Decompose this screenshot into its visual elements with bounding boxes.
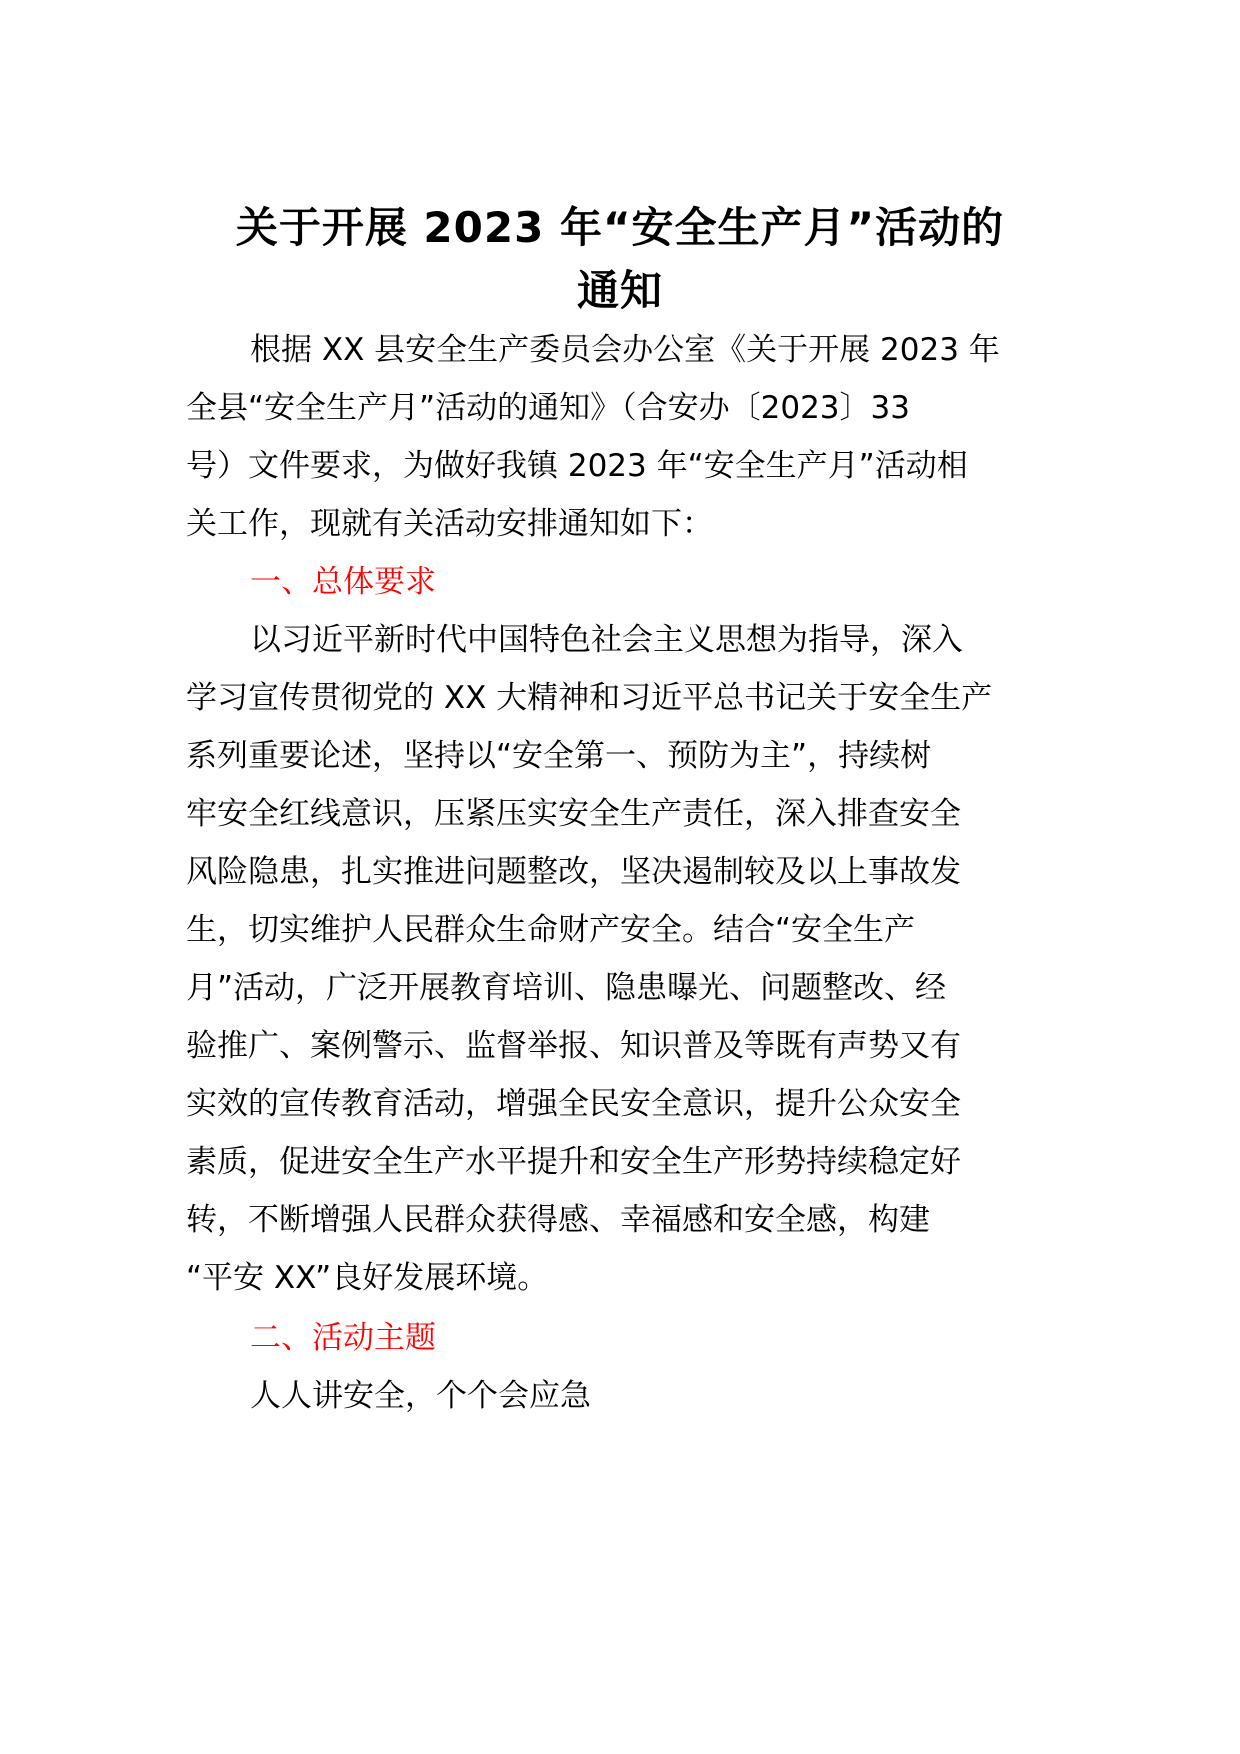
section1-line-5: 风险隐患，扎实推进问题整改，坚决遏制较及以上事故发 [186, 854, 961, 890]
section1-line-9: 实效的宣传教育活动，增强全民安全意识，提升公众安全 [186, 1086, 961, 1122]
section1-line-4: 牢安全红线意识，压紧压实安全生产责任，深入排查安全 [186, 796, 961, 832]
section1-line-6: 生，切实维护人民群众生命财产安全。结合“安全生产 [186, 912, 916, 948]
section1-line-10: 素质，促进安全生产水平提升和安全生产形势持续稳定好 [186, 1144, 961, 1180]
section-heading-activity-theme: 二、活动主题 [250, 1320, 436, 1356]
document-title-line-1: 关于开展 2023 年“安全生产月”活动的 [235, 203, 1005, 252]
section-heading-general-requirements: 一、总体要求 [250, 564, 436, 600]
section2-line-1: 人人讲安全，个个会应急 [250, 1378, 591, 1414]
section1-line-7: 月”活动，广泛开展教育培训、隐患曝光、问题整改、经 [186, 970, 947, 1006]
section1-line-8: 验推广、案例警示、监督举报、知识普及等既有声势又有 [186, 1028, 961, 1064]
section1-line-12: “平安 XX”良好发展环境。 [186, 1260, 549, 1296]
intro-line-3: 号）文件要求，为做好我镇 2023 年“安全生产月”活动相 [186, 448, 968, 484]
section1-line-3: 系列重要论述，坚持以“安全第一、预防为主”，持续树 [186, 738, 932, 774]
section1-line-1: 以习近平新时代中国特色社会主义思想为指导，深入 [250, 622, 963, 658]
section1-line-2: 学习宣传贯彻党的 XX 大精神和习近平总书记关于安全生产 [186, 680, 993, 716]
intro-line-4: 关工作，现就有关活动安排通知如下： [186, 506, 713, 542]
section1-line-11: 转，不断增强人民群众获得感、幸福感和安全感，构建 [186, 1202, 930, 1238]
intro-line-1: 根据 XX 县安全生产委员会办公室《关于开展 2023 年 [250, 332, 1000, 368]
intro-line-2: 全县“安全生产月”活动的通知》（合安办〔2023〕33 [186, 390, 910, 426]
document-title-line-2: 通知 [576, 266, 663, 315]
